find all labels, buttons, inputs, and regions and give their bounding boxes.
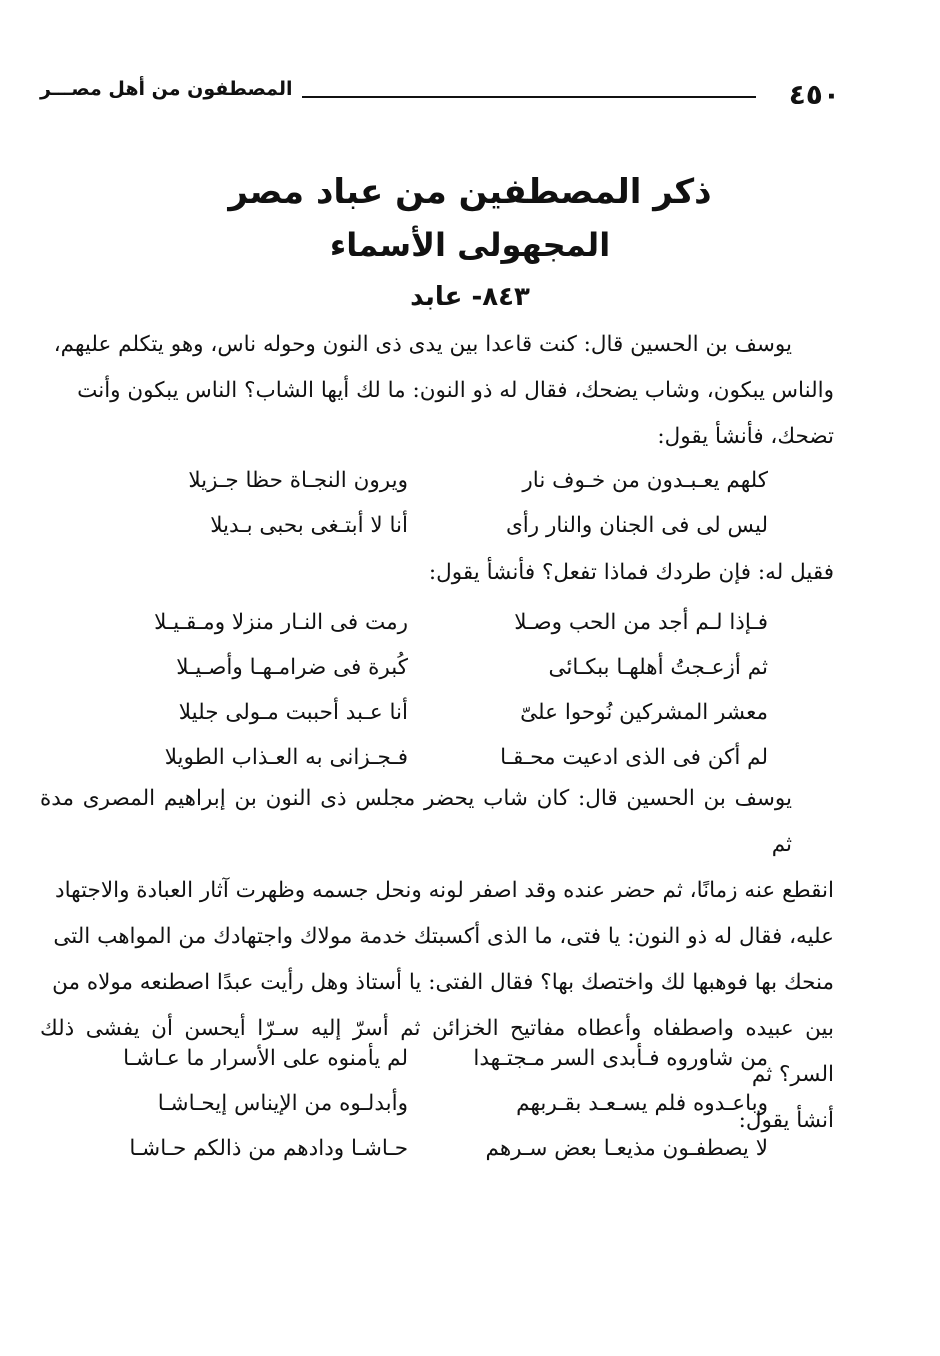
paragraph-line: والناس يبكون، وشاب يضحك، فقال له ذو النون: ما لك أيها الشاب؟ الناس يبكون وأنت: [77, 378, 834, 403]
verse: [108, 645, 768, 690]
paragraph-line: بين عبيده واصطفاه وأعطاه مفاتيح الخزائن ثم أسرّ إليه سـرّا أيحسن أن يفشى ذلك السر؟ ثم: [40, 1016, 834, 1087]
hemistich-second: فـجـزانى به العـذاب الطويلا: [164, 745, 408, 770]
paragraph-line: يوسف بن الحسين قال: كنت قاعدا بين يدى ذى النون وحوله ناس، وهو يتكلم عليهم،: [53, 332, 792, 357]
verse: [108, 1036, 768, 1081]
paragraph-line: عليه، فقال له ذو النون: يا فتى، ما الذى أكسبتك خدمة مولاك واجتهادك من المواهب التى: [53, 924, 834, 949]
hemistich-first: كلهم يعـبـدون من خـوف نار: [522, 468, 768, 493]
hemistich-first: لم أكن فى الذى ادعيت محـقـا: [500, 745, 768, 770]
hemistich-second: أنا عـبد أحببت مـولى جليلا: [178, 700, 408, 725]
verse: [108, 735, 768, 780]
hemistich-first: من شاوروه فـأبدى السر مـجتـهدا: [473, 1046, 768, 1071]
verse: [108, 1126, 768, 1171]
running-title: المصطفون من أهل مصـــر: [40, 78, 293, 100]
paragraph-line: انقطع عنه زمانًا، ثم حضر عنده وقد اصفر لونه ونحل جسمه وظهرت آثار العبادة والاجتهاد: [55, 878, 834, 903]
page-number: ٤٥٠: [788, 78, 840, 111]
verse: [108, 690, 768, 735]
verse: [108, 458, 768, 503]
page-header: [40, 74, 840, 114]
poem-1: [108, 458, 768, 548]
poem-2: [108, 600, 768, 780]
hemistich-first: ليس لى فى الجنان والنار رأى: [505, 513, 768, 538]
paragraph-line: أنشأ يقول:: [738, 1108, 834, 1133]
hemistich-first: معشر المشركين نُوحوا علىّ: [520, 700, 768, 725]
verse: [108, 600, 768, 645]
paragraph-line: فقيل له: فإن طردك فماذا تفعل؟ فأنشأ يقول:: [428, 560, 834, 585]
hemistich-second: كُبرة فى ضرامـهـا وأصـيـلا: [176, 655, 408, 680]
chapter-title-line-1: ذكر المصطفين من عباد مصر: [228, 172, 712, 212]
hemistich-second: وأبدلـوه من الإيناس إيحـاشـا: [157, 1091, 408, 1116]
chapter-title-line-2: المجهولى الأسماء: [329, 226, 611, 264]
poem-3: [108, 1036, 768, 1171]
verse: [108, 503, 768, 548]
header-rule: [302, 96, 756, 98]
hemistich-first: وباعـدوه فلم يسـعـد بقـربهم: [516, 1091, 768, 1116]
hemistich-second: أنا لا أبتـغى بحبى بـديلا: [210, 513, 408, 538]
hemistich-first: فـإذا لـم أجد من الحب وصـلا: [514, 610, 768, 635]
hemistich-second: حـاشـا ودادهم من ذالكم حـاشـا: [129, 1136, 408, 1161]
paragraph-2: [40, 550, 834, 596]
hemistich-second: رمت فى النـار منزلا ومـقـيـلا: [154, 610, 408, 635]
hemistich-first: لا يصطفـون مذيعـا بعض سـرهم: [485, 1136, 768, 1161]
paragraph-1: [40, 322, 834, 460]
paragraph-line: يوسف بن الحسين قال: كان شاب يحضر مجلس ذى النون بن إبراهيم المصرى مدة ثم: [40, 786, 792, 857]
paragraph-line: تضحك، فأنشأ يقول:: [657, 424, 834, 449]
entry-heading: ٨٤٣- عابد: [410, 282, 530, 312]
hemistich-first: ثم أزعـجتُ أهلهـا ببكـائى: [548, 655, 768, 680]
verse: [108, 1081, 768, 1126]
hemistich-second: ويرون النجـاة حظا جـزيلا: [188, 468, 408, 493]
paragraph-line: منحك بها فوهبها لك واختصك بها؟ فقال الفتى: يا أستاذ وهل رأيت عبدًا اصطنعه مولاه من: [52, 970, 834, 995]
hemistich-second: لم يأمنوه على الأسرار ما عـاشـا: [123, 1046, 408, 1071]
